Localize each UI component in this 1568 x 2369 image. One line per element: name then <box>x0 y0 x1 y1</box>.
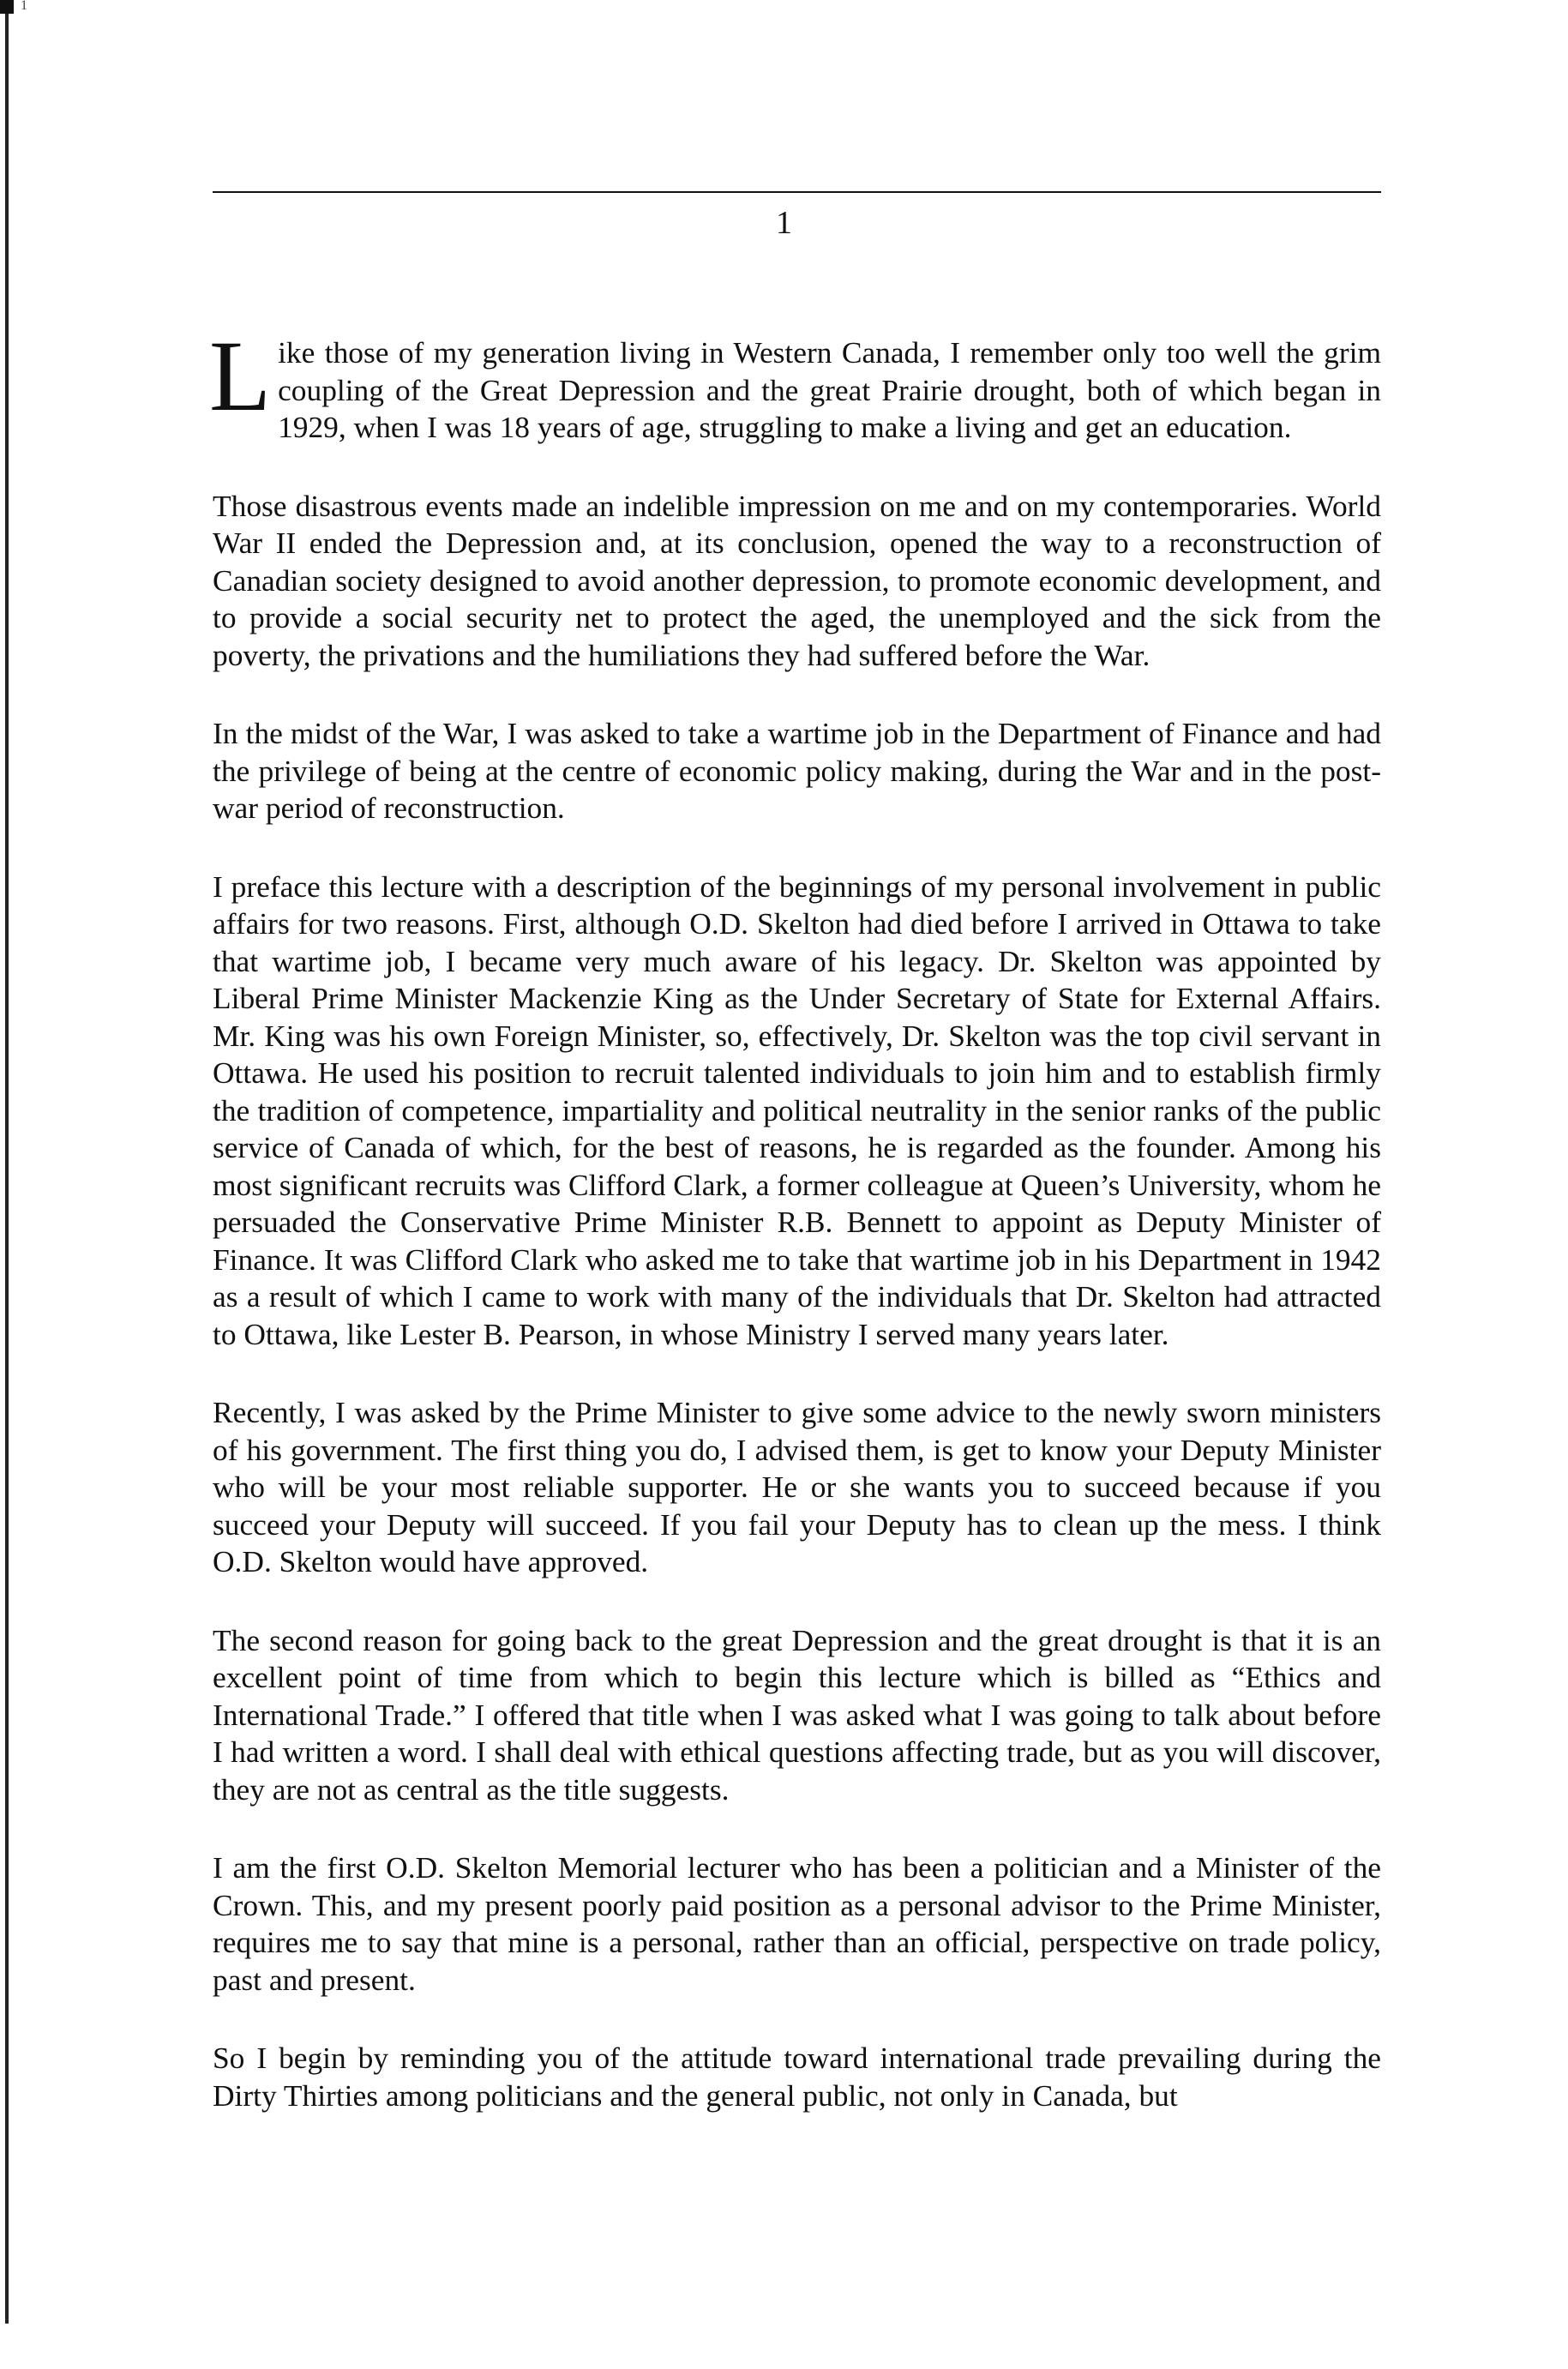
paragraph-6: The second reason for going back to the great Depression and the great drought is that it is an excellent point of time from which to begin this lecture which is billed as “Ethics and International Trade.” I offered that title when I was asked what I was going to talk about before I had written a word. I shall deal with ethical questions affecting trade, but as you will discover, they are not as central as the title suggests. <box>213 1622 1381 1807</box>
scan-margin-mark: 1 <box>21 0 27 13</box>
scan-left-edge <box>5 9 9 2324</box>
paragraph-1-text: ike those of my generation living in Western Canada, I remember only too well the grim coupling of the Great Depression and the great Prairie drought, both of which began in 1929, when I was 18 years of age, struggling to make a living and get an education. <box>278 335 1381 444</box>
drop-cap: L <box>209 320 272 432</box>
paragraph-5: Recently, I was asked by the Prime Minister to give some advice to the newly sworn ministers of his government. The first thing you do, I advised them, is get to know your Deputy Minister who will be your most reliable supporter. He or she wants you to succeed because if you succeed your Deputy will succeed. If you fail your Deputy has to clean up the mess. I think O.D. Skelton would have approved. <box>213 1395 1381 1578</box>
page-number: 1 <box>776 205 792 241</box>
paragraph-7: I am the first O.D. Skelton Memorial lecturer who has been a politician and a Minister of the Crown. This, and my present poorly paid position as a personal advisor to the Prime Minister, requires me to say that mine is a personal, rather than an official, perspective on trade policy, past and present. <box>213 1850 1381 1997</box>
paragraph-4: I preface this lecture with a description of the beginnings of my personal involvement in public affairs for two reasons. First, although O.D. Skelton had died before I arrived in Ottawa to take that wartime job, I became very much aware of his legacy. Dr. Skelton was appointed by Liberal Prime Minister Mackenzie King as the Under Secretary of State for External Affairs. Mr. King was his own Foreign Minister, so, effectively, Dr. Skelton was the top civil servant in Ottawa. He used his position to recruit talented individuals to join him and to establish firmly the tradition of competence, impartiality and political neutrality in the senior ranks of the public service of Canada of which, for the best of reasons, he is regarded as the founder. Among his most significant recruits was Clifford Clark, a former colleague at Queen’s University, whom he persuaded the Conservative Prime Minister R.B. Bennett to appoint as Deputy Minister of Finance. It was Clifford Clark who asked me to take that wartime job in his Department in 1942 as a result of which I came to work with many of the individuals that Dr. Skelton had attracted to Ottawa, like Lester B. Pearson, in whose Ministry I served many years later. <box>213 869 1381 1351</box>
paragraph-8: So I begin by reminding you of the attitude toward international trade prevailing during the Dirty Thirties among politicians and the general public, not only in Canada, but <box>213 2041 1381 2113</box>
paragraph-1 <box>209 320 1381 447</box>
paragraph-3: In the midst of the War, I was asked to take a wartime job in the Department of Finance and had the privilege of being at the centre of economic policy making, during the War and in the post-war period of reconstruction. <box>213 716 1381 825</box>
document-body <box>209 320 1381 2156</box>
scan-corner-mark <box>0 0 14 14</box>
paragraph-2: Those disastrous events made an indelible impression on me and on my contemporaries. World War II ended the Depression and, at its conclusion, opened the way to a reconstruction of Canadian society designed to avoid another depression, to promote economic development, and to provide a social security net to protect the aged, the unemployed and the sick from the poverty, the privations and the humiliations they had suffered before the War. <box>213 488 1381 672</box>
header-rule <box>213 191 1381 193</box>
